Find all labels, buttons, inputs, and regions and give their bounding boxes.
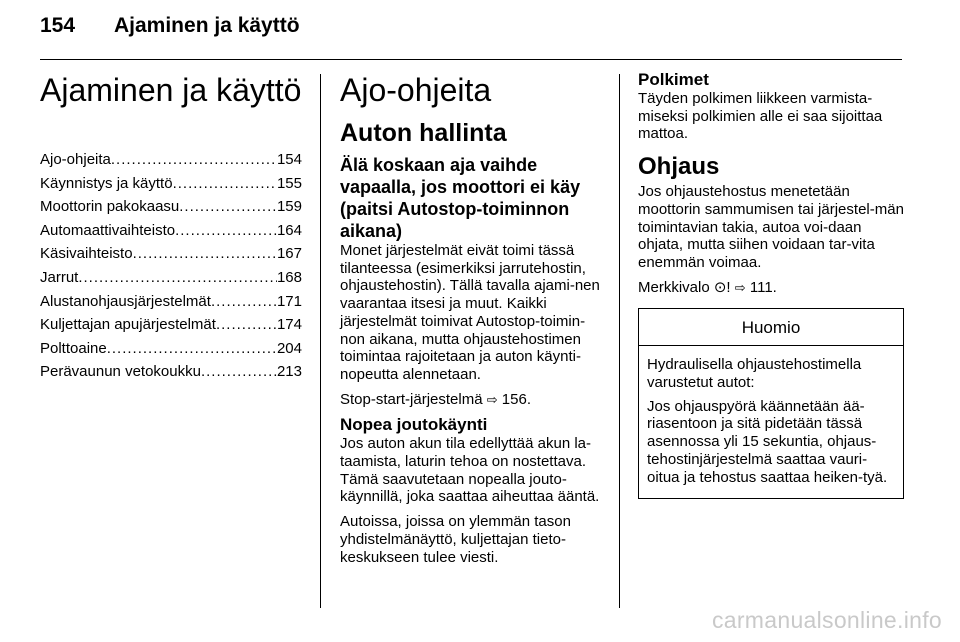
toc-entry-page: 154 bbox=[276, 151, 302, 168]
toc-entry-name: Jarrut bbox=[40, 268, 79, 286]
toc-leader-dots bbox=[201, 360, 277, 384]
toc-entry-name: Perävaunun vetokoukku bbox=[40, 363, 201, 381]
idle-heading: Nopea joutokäynti bbox=[340, 415, 488, 435]
body-paragraph: Monet järjestelmät eivät toimi tässä tilanteessa (esimerkiksi jarrutehostin, ohjaustehostin). Tällä tavalla ajami-nen vaarantaa itsesi ja muut. Kaikki järjestelmät toimivat Autostop-toimin-non aikana, mutta ohjaustehostimen toimintaa rajoitetaan ja auton käynti-nopeutta alennetaan. bbox=[340, 242, 600, 383]
toc-entry-page: 167 bbox=[276, 245, 302, 263]
column-divider bbox=[320, 74, 321, 608]
ref-text: Merkkivalo bbox=[638, 278, 710, 296]
toc-entry-page: 168 bbox=[276, 268, 302, 286]
cross-reference[interactable] bbox=[340, 391, 604, 409]
content-column-right bbox=[638, 70, 904, 499]
caution-paragraph: Hydraulisella ohjaustehostimella varustetut autot: bbox=[647, 356, 862, 392]
steering-warning-icon: ⊙! bbox=[713, 278, 731, 296]
toc-entry[interactable] bbox=[40, 313, 302, 337]
toc-entry-name: Ajo-ohjeita bbox=[40, 151, 111, 168]
ref-page: 156. bbox=[501, 390, 531, 408]
page-reference-icon: ⇨ bbox=[734, 279, 746, 295]
toc-entry-page: 164 bbox=[276, 221, 302, 239]
caution-paragraph: Jos ohjauspyörä käännetään ää-riasentoon ja sitä pidetään tässä asennossa yli 15 sekuntia, ohjaus-tehostinjärjestelmä saattaa vauri-oitua ja tehostus saattaa heiken-tyä. bbox=[647, 397, 888, 486]
body-paragraph: Täyden polkimen liikkeen varmista-miseksi polkimien alle ei saa sijoittaa mattoa. bbox=[638, 90, 883, 143]
pedals-heading: Polkimet bbox=[638, 70, 709, 89]
chapter-title: Ajaminen ja käyttö bbox=[40, 72, 302, 108]
toc-leader-dots bbox=[175, 219, 277, 243]
toc-entry[interactable] bbox=[40, 337, 302, 361]
toc-leader-dots bbox=[179, 195, 277, 219]
body-paragraph: Jos auton akun tila edellyttää akun la-taamista, laturin tehoa on nostettava. Tämä saavutetaan nopealla jouto-käynnillä, joka saattaa aiheuttaa ääntä. bbox=[340, 435, 600, 506]
body-paragraph: Jos ohjaustehostus menetetään moottorin sammumisen tai järjestel-män toimintavian takia, autoa voi-daan ohjata, mutta siihen voidaan tar-vita enemmän voimaa. bbox=[638, 183, 904, 271]
toc-entry[interactable] bbox=[40, 360, 302, 384]
toc-entry[interactable] bbox=[40, 195, 302, 219]
toc-entry-name: Käsivaihteisto bbox=[40, 245, 133, 263]
caution-box bbox=[638, 308, 904, 499]
toc-entry-name: Kuljettajan apujärjestelmät bbox=[40, 316, 216, 334]
toc-entry-page: 174 bbox=[276, 316, 302, 334]
subsection-title: Auton hallinta bbox=[340, 119, 507, 147]
content-column-middle bbox=[340, 70, 604, 573]
section-title: Ajo-ohjeita bbox=[340, 72, 492, 108]
column-divider bbox=[619, 74, 620, 608]
toc-entry[interactable] bbox=[40, 172, 302, 196]
toc-entry[interactable] bbox=[40, 148, 302, 172]
toc-entry-page: 204 bbox=[276, 339, 302, 357]
toc-leader-dots bbox=[107, 337, 277, 361]
toc-entry-page: 171 bbox=[276, 292, 302, 310]
toc-entry-name: Automaattivaihteisto bbox=[40, 221, 176, 239]
toc-leader-dots bbox=[216, 313, 277, 337]
toc-leader-dots bbox=[111, 148, 277, 172]
toc-entry-name: Alustanohjausjärjestelmät bbox=[40, 292, 211, 310]
toc-entry-name: Moottorin pakokaasu bbox=[40, 198, 180, 216]
ref-text: Stop-start-järjestelmä bbox=[340, 390, 483, 408]
warning-heading: Älä koskaan aja vaihde vapaalla, jos moottori ei käy (paitsi Autostop-toiminnon aikana) bbox=[340, 155, 581, 241]
toc-entry-page: 155 bbox=[276, 174, 302, 192]
watermark: carmanualsonline.info bbox=[711, 607, 942, 633]
toc-entry[interactable] bbox=[40, 242, 302, 266]
cross-reference[interactable] bbox=[638, 279, 904, 297]
toc-list bbox=[40, 148, 302, 384]
toc-leader-dots bbox=[211, 290, 277, 314]
toc-leader-dots bbox=[133, 242, 277, 266]
body-paragraph: Autoissa, joissa on ylemmän tason yhdistelmänäyttö, kuljettajan tieto-keskukseen tulee viesti. bbox=[340, 513, 571, 566]
toc-entry-name: Polttoaine bbox=[40, 339, 107, 357]
header-rule bbox=[40, 59, 902, 60]
running-header-title: Ajaminen ja käyttö bbox=[114, 14, 300, 37]
page-reference-icon: ⇨ bbox=[486, 391, 498, 407]
toc-column bbox=[40, 70, 302, 384]
caution-body bbox=[639, 346, 903, 498]
page-number: 154 bbox=[40, 14, 76, 37]
steering-heading: Ohjaus bbox=[638, 153, 720, 181]
toc-leader-dots bbox=[173, 172, 277, 196]
toc-entry-page: 159 bbox=[276, 198, 302, 216]
toc-entry-page: 213 bbox=[276, 363, 302, 381]
toc-entry[interactable] bbox=[40, 290, 302, 314]
toc-entry[interactable] bbox=[40, 266, 302, 290]
caution-title: Huomio bbox=[639, 309, 903, 346]
ref-page: 111. bbox=[749, 278, 777, 296]
toc-leader-dots bbox=[78, 266, 277, 290]
toc-entry[interactable] bbox=[40, 219, 302, 243]
toc-entry-name: Käynnistys ja käyttö bbox=[40, 174, 173, 192]
